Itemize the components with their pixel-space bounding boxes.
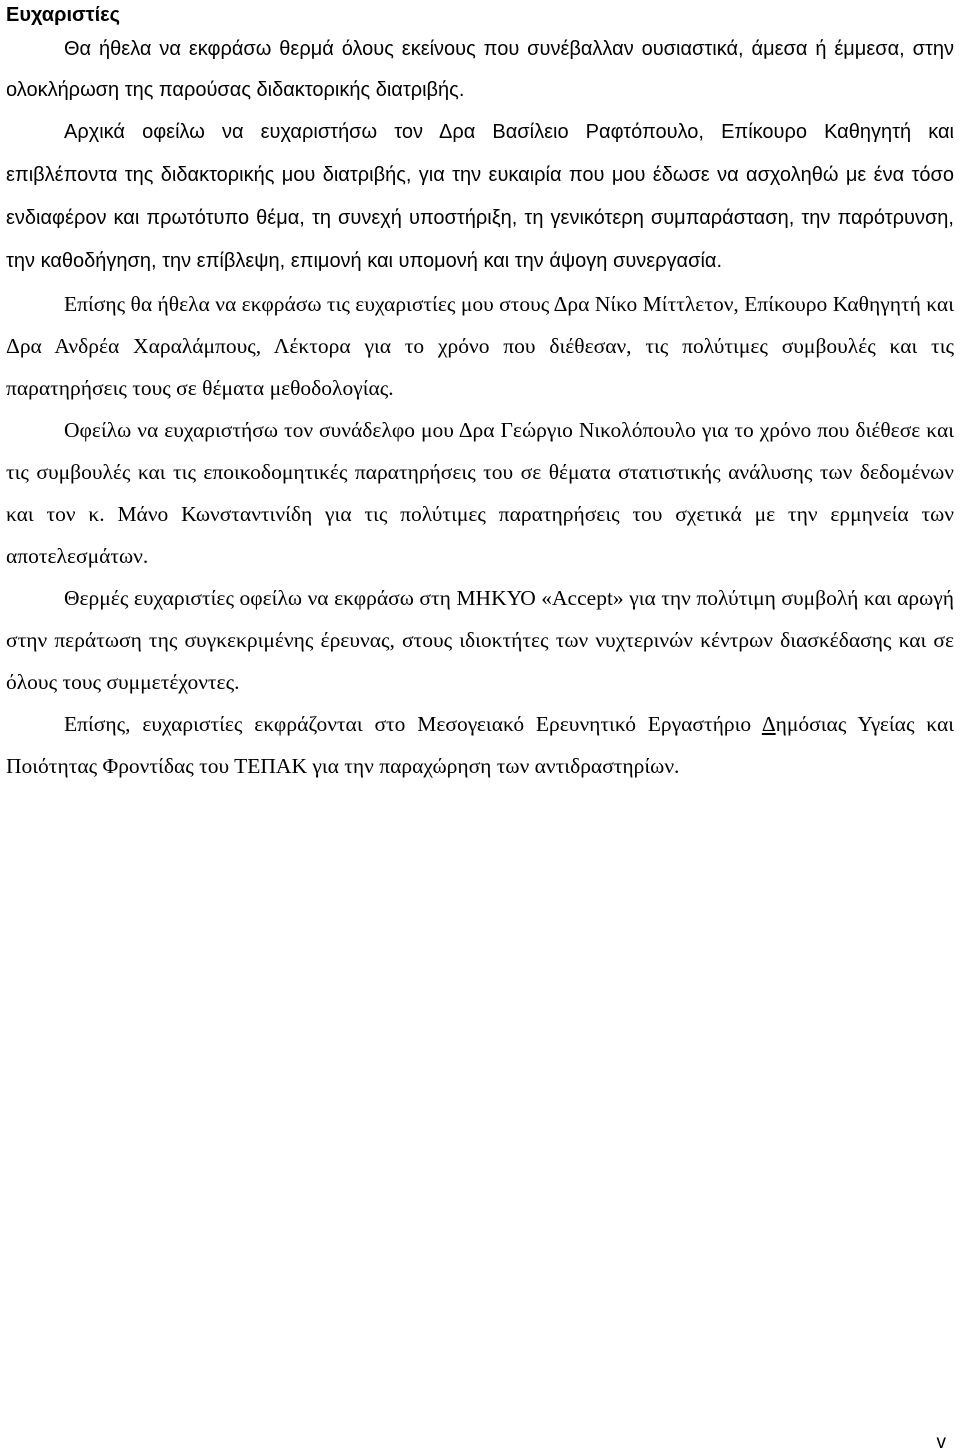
- paragraph-colleague: Οφείλω να ευχαριστήσω τον συνάδελφο μου Δρα Γεώργιο Νικολόπουλο για το χρόνο που διέθεσε και τις συμβουλές και τις εποικοδομητικές παρατηρήσεις του σε θέματα στατιστικής ανάλυσης των δεδομένων και τον κ. Μάνο Κωνσταντινίδη για τις πολύτιμες παρατηρήσεις του σχετικά με την ερμηνεία των αποτελεσμάτων.: [6, 418, 954, 568]
- paragraph-intro: Θα ήθελα να εκφράσω θερμά όλους εκείνους που συνέβαλλαν ουσιαστικά, άμεσα ή έμμεσα, στην ολοκλήρωση της παρούσας διδακτορικής διατριβής.: [6, 38, 954, 101]
- page-number: v: [936, 1432, 946, 1453]
- laboratory-text-start: Επίσης, ευχαριστίες εκφράζονται στο Μεσογειακό Ερευνητικό Εργαστήριο: [64, 712, 762, 736]
- document-page: [6, 0, 954, 787]
- laboratory-underlined-letter: Δ: [761, 712, 776, 736]
- paragraph-laboratory: [6, 703, 954, 787]
- paragraph-committee: Επίσης θα ήθελα να εκφράσω τις ευχαριστίες μου στους Δρα Νίκο Μίττλετον, Επίκουρο Καθηγητή και Δρα Ανδρέα Χαραλάμπους, Λέκτορα για το χρόνο που διέθεσαν, τις πολύτιμες συμβουλές και τις παρατηρήσεις τους σε θέματα μεθοδολογίας.: [6, 292, 954, 400]
- paragraph-organization: Θερμές ευχαριστίες οφείλω να εκφράσω στη ΜΗΚΥΟ «Accept» για την πολύτιμη συμβολή και αρωγή στην περάτωση της συγκεκριμένης έρευνας, στους ιδιοκτήτες των νυχτερινών κέντρων διασκέδασης και σε όλους τους συμμετέχοντες.: [6, 586, 954, 694]
- paragraph-supervisor: Αρχικά οφείλω να ευχαριστήσω τον Δρα Βασίλειο Ραφτόπουλο, Επίκουρο Καθηγητή και επιβλέποντα της διδακτορικής μου διατριβής, για την ευκαιρία που μου έδωσε να ασχοληθώ με ένα τόσο ενδιαφέρον και πρωτότυπο θέμα, τη συνεχή υποστήριξη, τη γενικότερη συμπαράσταση, την παρότρυνση, την καθοδήγηση, την επίβλεψη, επιμονή και υπομονή και την άψογη συνεργασία.: [6, 121, 954, 272]
- laboratory-text-end: ημόσιας Υγείας και Ποιότητας Φροντίδας του ΤΕΠΑΚ για την παραχώρηση των αντιδραστηρίων.: [6, 712, 954, 778]
- page-title: Ευχαριστίες: [6, 4, 121, 26]
